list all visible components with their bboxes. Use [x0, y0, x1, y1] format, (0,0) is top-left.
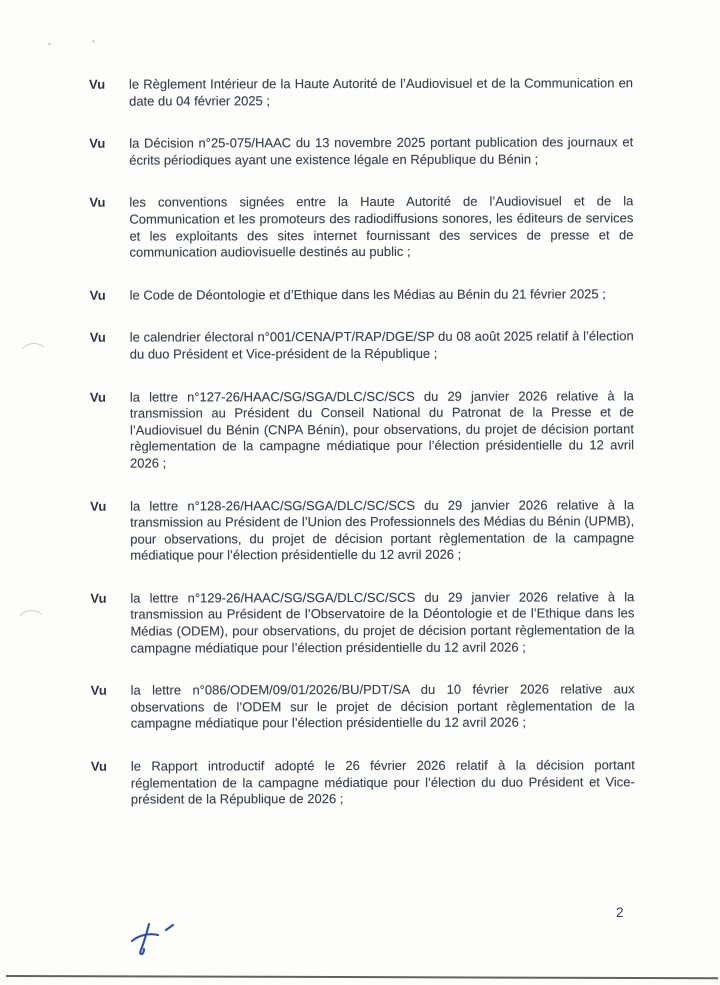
scan-page-edge-line [6, 975, 718, 979]
vu-label: Vu [90, 682, 107, 698]
clause-text: le Règlement Intérieur de la Haute Autorité de l’Audiovisuel et de la Communication en date du 04 février 2025 ; [129, 75, 634, 109]
vu-clause [91, 757, 635, 808]
vu-clause [89, 75, 633, 110]
clause-text: le Rapport introductif adopté le 26 février 2026 relatif à la décision portant réglementation de la campagne médiatique pour l’élection du duo Président et Vice-président de la République de 2026 ; [130, 757, 635, 807]
clause-text: les conventions signées entre la Haute Autorité de l’Audiovisuel et de la Communication et les promoteurs des radiodiffusions sonores, les éditeurs de services et les exploitants des sites internet fournissant des services de presse et de communication audiovisuelle destinés au public ; [129, 193, 634, 260]
scan-arc-artifact [14, 609, 47, 627]
vu-clause [90, 497, 634, 565]
vu-label: Vu [89, 330, 106, 346]
clause-text: la lettre n°127-26/HAAC/SG/SGA/DLC/SC/SCS du 29 janvier 2026 relative à la transmission au Président du Conseil National du Patronat de la Presse et de l’Audiovisuel du Bénin (CNPA Bénin), pour observations, du projet de décision portant règlementation de la campagne médiatique pour l’élection présidentielle du 12 avril 2026 ; [129, 387, 634, 471]
clause-text: la lettre n°086/ODEM/09/01/2026/BU/PDT/SA du 10 février 2026 relative aux observations de l’ODEM sur le projet de décision portant règlementation de la campagne médiatique pour l’élection présidentielle du 12 avril 2026 ; [130, 681, 635, 732]
scan-speck [48, 42, 52, 45]
page-number: 2 [616, 905, 624, 920]
vu-clause [91, 682, 635, 733]
vu-label: Vu [90, 590, 107, 606]
vu-clause [90, 388, 634, 472]
clause-text: la lettre n°128-26/HAAC/SG/SGA/DLC/SC/SCS du 29 janvier 2026 relative à la transmission au Président de l’Union des Professionnels des Médias du Bénin (UPMB), pour observations, du projet de décision portant règlementation de la campagne médiatique pour l’élection présidentielle du 12 avril 2026 ; [130, 496, 635, 563]
clause-text: la lettre n°129-26/HAAC/SG/SGA/DLC/SC/SCS du 29 janvier 2026 relative à la transmission au Président de l’Observatoire de la Déontologie et de l’Ethique dans les Médias (ODEM), pour observations, du projet de décision portant règlementation de la campagne médiatique pour l’élection présidentielle du 12 avril 2026 ; [130, 589, 635, 656]
vu-label: Vu [89, 389, 107, 405]
clause-text: le Code de Déontologie et d’Ethique dans les Médias au Bénin du 21 février 2025 ; [129, 286, 606, 303]
clause-text: le calendrier électoral n°001/CENA/PT/RAP/DGE/SP du 08 août 2025 relatif à l’élection du duo Président et Vice-président de la République ; [129, 328, 634, 362]
vu-clause [90, 286, 634, 304]
vu-label: Vu [89, 76, 106, 92]
clause-text: la Décision n°25-075/HAAC du 13 novembre 2025 portant publication des journaux et écrits périodiques ayant une existence légale en République du Bénin ; [129, 134, 634, 168]
vu-label: Vu [89, 195, 106, 211]
vu-label: Vu [90, 498, 107, 514]
vu-clause [90, 589, 634, 657]
scan-speck [92, 40, 95, 43]
vu-clause [89, 134, 633, 169]
clauses-list [89, 75, 635, 834]
scan-arc-artifact [16, 341, 49, 360]
vu-clause [90, 329, 634, 364]
vu-label: Vu [89, 287, 106, 303]
vu-clause [89, 194, 633, 262]
vu-label: Vu [90, 758, 107, 774]
handwritten-initial [128, 920, 180, 962]
vu-label: Vu [89, 135, 106, 151]
